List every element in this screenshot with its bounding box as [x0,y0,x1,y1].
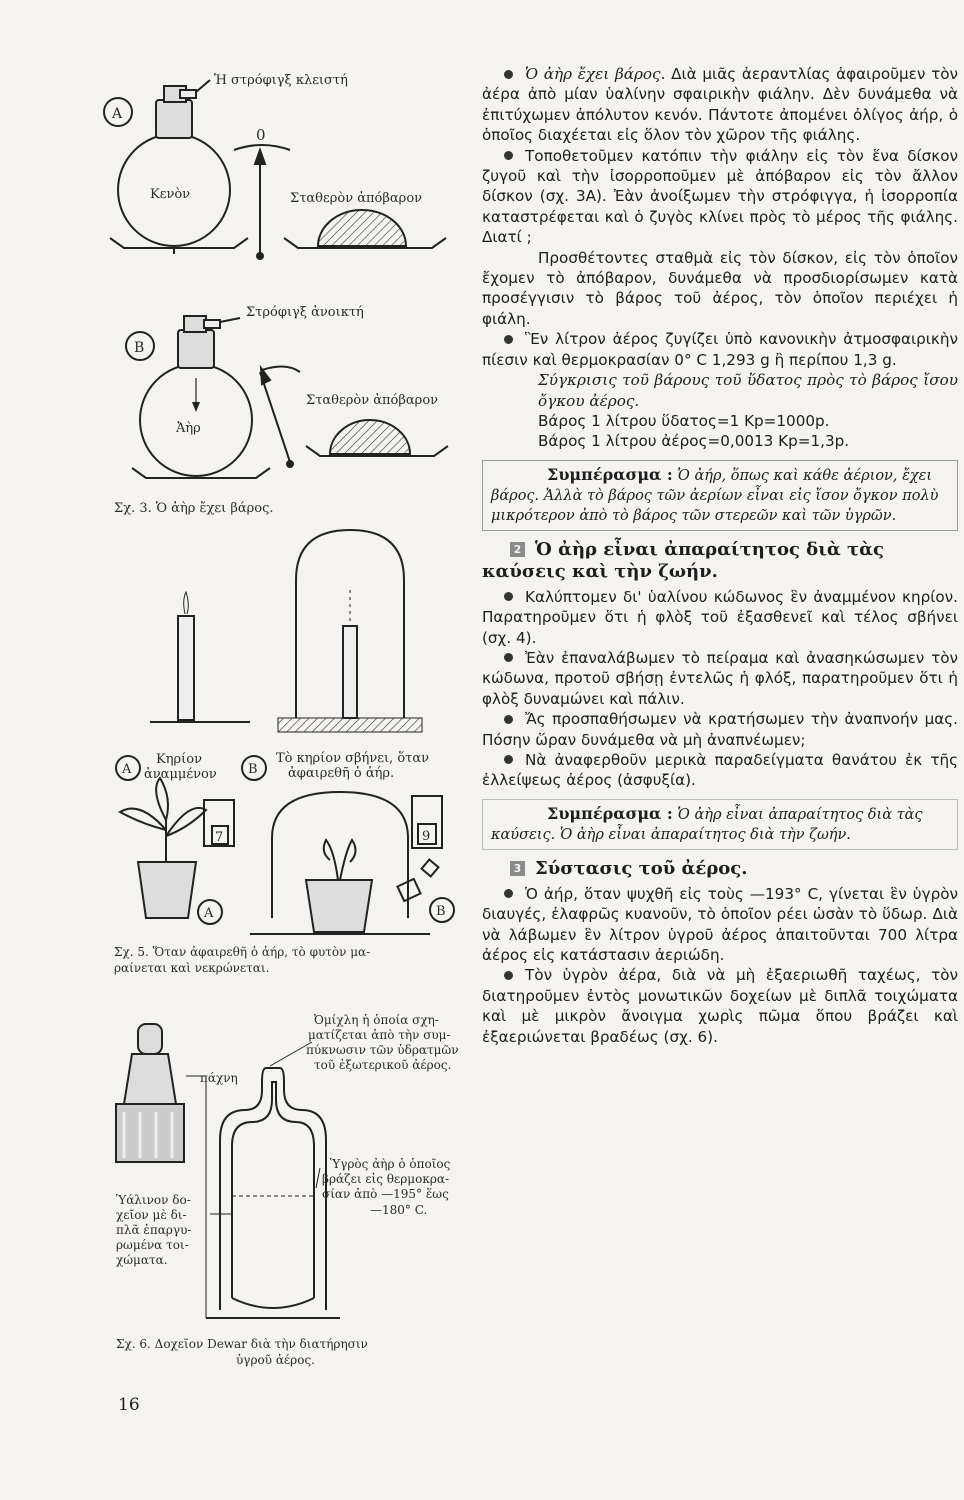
fig4-candle-lit-label: Κηρίον ἀναμμένον [144,752,217,782]
fig4-candles [116,530,422,780]
section-title: Σύστασις τοῦ ἀέρος. [535,857,748,879]
conclusion-label: Συμπέρασμα : [547,803,673,823]
fig5-label-a: A [204,906,214,921]
conclusion-box-2 [482,799,958,850]
paragraph-body: Τοποθετοῦμεν κατόπιν τὴν φιάλην εἰς τὸν ἕνα δίσκον ζυγοῦ καὶ τὴν ἰσορροποῦμεν μὲ ἀπόβαρον εἰς τὸν ἄλλον δίσκον (σχ. 3Α). Ἐὰν ἀνοίξωμεν τὴν στρόφιγγα, ἡ ἰσορροπία καταστρέφεται καὶ ὁ ζυγὸς κλίνει πρὸς τὸ μέρος τῆς φιάλης. Διατί ; [482,146,958,247]
conclusion-box-1 [482,460,958,531]
fig3-fixed-weight-label-b: Σταθερὸν ἀπόβαρον [306,393,439,408]
section-number: 3 [510,861,525,876]
paragraph-body: Διὰ μιᾶς ἀεραντλίας ἀφαιροῦμεν τὸν ἀέρα ἀπὸ μίαν ὑαλίνην σφαιρικὴν φιάλην. Δὲν δυνάμεθα νὰ ἐπιτύχωμεν ἀπόλυτον κενόν. Πάντοτε ἀπομένει ὀλίγος ἀήρ, ὁ ὁποῖος διαχέεται εἰς ὅλον τὸν χῶρον τῆς φιάλης. [482,65,959,145]
paragraph-comparison: Σύγκρισις τοῦ βάρους τοῦ ὕδατος πρὸς τὸ βάρος ἴσου ὄγκου ἀέρος. [538,371,958,410]
fig5-label-b: B [436,904,446,919]
fig3-fixed-weight-label-a: Σταθερὸν ἀπόβαρον [290,191,423,206]
paragraph-body: Καλύπτομεν δι' ὑαλίνου κώδωνος ἓν ἀναμμένον κηρίον. Παρατηροῦμεν ὅτι ἡ φλὸξ τοῦ ἐξασθενεῖ καὶ τέλος σβήνει (σχ. 4). [482,587,958,647]
fig3-valve-open-label: Στρόφιγξ ἀνοικτή [246,305,364,320]
fig3-vacuum-label: Κενὸν [150,187,191,202]
bullet-icon [504,755,513,764]
paragraph-repeat [482,648,958,709]
bullet-icon [504,335,513,344]
page-number: 16 [118,1395,140,1415]
conclusion-text: Ὁ ἀὴρ εἶναι ἀπαραίτητος διὰ τὰς καύσεις. Ὁ ἀὴρ εἶναι ἀπαραίτητος διὰ τὴν ζωήν. [491,806,923,843]
fig3-label-b: B [134,340,145,356]
fig3-air-label: Ἀὴρ [176,421,201,436]
paragraph-weights: Προσθέτοντες σταθμὰ εἰς τὸν δίσκον, εἰς τὸν ὁποῖον ἔχομεν τὸ ἀπόβαρον, δυνάμεθα νὰ προσδιορίσωμεν κατὰ προσέγγισιν τὸ βάρος τοῦ ἀέρος, τὸν ὁποῖον περιέχει ἡ φιάλη. [482,248,958,328]
fig3-caption: Σχ. 3. Ὁ ἀὴρ ἔχει βάρος. [114,501,274,516]
fig3-zero-label: 0 [256,126,266,144]
fig6-fog-label: Ὀμίχλη ἡ ὁποία σχη-ματίζεται ἀπὸ τὴν συμ-πύκνωσιν τῶν ὑδρατμῶν τοῦ ἐξωτερικοῦ ἀέρος. [306,1013,459,1072]
fig6-frost-label: πάχνη [200,1071,238,1085]
fig6-liquid-air-label: Ὑγρὸς ἀὴρ ὁ ὁποῖος βράζει εἰς θερμοκρα-σίαν ἀπὸ —195° ἕως —180° C. [322,1157,451,1217]
fig5-caption: Σχ. 5. Ὅταν ἀφαιρεθῆ ὁ ἀήρ, τὸ φυτὸν μα-ραίνεται καὶ νεκρώνεται. [114,945,371,975]
paragraph-body: Ὁ ἀήρ, ὅταν ψυχθῆ εἰς τοὺς —193° C, γίνεται ἓν ὑγρὸν διαυγές, ἐλαφρῶς κυανοῦν, τὸ ὁποῖον ρέει ὡσὰν τὸ ὕδωρ. Διὰ νὰ λάβωμεν ἓν λίτρον ὑγροῦ ἀέρος ἀπαιτοῦνται 700 λίτρα ἀέρος εἰς κατάστασιν ἀεριώδη. [482,884,958,964]
section-title: Ὁ ἀὴρ εἶναι ἀπαραίτητος διὰ τὰς καύσεις καὶ τὴν ζωήν. [482,538,884,582]
fig5-day-b: 9 [422,829,431,844]
fig4-candle-out-label: Τὸ κηρίον σβήνει, ὅταν ἀφαιρεθῆ ὁ ἀήρ. [276,751,430,781]
bullet-icon [504,70,513,79]
paragraph-asphyxia [482,750,958,791]
paragraph-dewar [482,965,958,1047]
paragraph-litre [482,329,958,370]
conclusion-label: Συμπέρασμα : [547,464,673,484]
bullet-icon [504,151,513,160]
weight-air: Βάρος 1 λίτρου ἀέρος=0,0013 Kp=1,3p. [538,432,850,451]
fig4-label-b: B [248,762,258,777]
fig6-dewar [116,1024,340,1318]
conclusion-text: Ὁ ἀήρ, ὅπως καὶ κάθε ἀέριον, ἔχει βάρος. Ἀλλὰ τὸ βάρος τῶν ἀερίων εἶναι εἰς ἴσον ὄγκον πολὺ μικρότερον ἀπὸ τὸ βάρος τῶν στερεῶν καὶ τῶν ὑγρῶν. [491,467,939,524]
paragraph-body: Νὰ ἀναφερθοῦν μερικὰ παραδείγματα θανάτου ἐκ τῆς ἐλλείψεως ἀέρος (ἀσφυξία). [482,750,958,790]
fig5-day-a: 7 [215,830,224,845]
paragraph-liquid-air [482,884,958,966]
paragraph-body: Ἄς προσπαθήσωμεν νὰ κρατήσωμεν τὴν ἀναπνοήν μας. Πόσην ὥραν δυνάμεθα νὰ μὴ ἀναπνέωμεν; [482,710,958,749]
bullet-icon [504,889,513,898]
paragraph-air-has-weight [482,64,958,146]
section-number: 2 [510,542,525,557]
bullet-icon [504,592,513,601]
bullet-icon [504,653,513,662]
fig3-label-a: A [112,106,123,122]
bullet-icon [504,971,513,980]
weight-water: Βάρος 1 λίτρου ὕδατος=1 Kp=1000p. [538,411,830,430]
text-column [482,64,958,1047]
fig3-valve-closed-label: Ἡ στρόφιγξ κλειστή [214,73,348,88]
fig4-label-a: A [122,762,132,777]
fig6-vessel-label: Ὑάλινον δο-χεῖον μὲ δι-πλᾶ ἐπαργυ-ρωμένα τοι-χώματα. [116,1193,192,1267]
fig3-panel-a [104,80,446,259]
fig5-plants [120,778,454,934]
paragraph-body: Τὸν ὑγρὸν ἀέρα, διὰ νὰ μὴ ἐξαεριωθῆ ταχέως, τὸν διατηροῦμεν ἐντὸς μονωτικῶν δοχείων μὲ διπλᾶ τοιχώματα καὶ μὲ μικρὸν ἄνοιγμα χωρὶς πῶμα ὅπου βράζει καὶ ἐξαεριώνεται βραδέως (σχ. 6). [482,966,958,1046]
paragraph-lead: Ὁ ἀὴρ ἔχει βάρος. [525,65,666,83]
fig6-caption: Σχ. 6. Δοχεῖον Dewar διὰ τὴν διατήρησιν ὑγροῦ ἀέρος. [116,1337,368,1367]
bullet-icon [504,715,513,724]
paragraph-balance [482,146,958,248]
paragraph-body: Ἐὰν ἐπαναλάβωμεν τὸ πείραμα καὶ ἀνασηκώσωμεν τὸν κώδωνα, προτοῦ σβήσῃ ἐντελῶς ἡ φλόξ, παρατηροῦμεν ὅτι ἡ φλὸξ δυναμώνει καὶ πάλιν. [482,648,958,708]
section-heading-2 [482,539,958,583]
section-heading-3 [482,858,958,880]
paragraph-candle [482,587,958,648]
paragraph-breath [482,709,958,750]
paragraph-body: Ἓν λίτρον ἀέρος ζυγίζει ὑπὸ κανονικὴν ἀτμοσφαιρικὴν πίεσιν καὶ θερμοκρασίαν 0° C 1,293 g ἢ περίπου 1,3 g. [482,330,958,369]
